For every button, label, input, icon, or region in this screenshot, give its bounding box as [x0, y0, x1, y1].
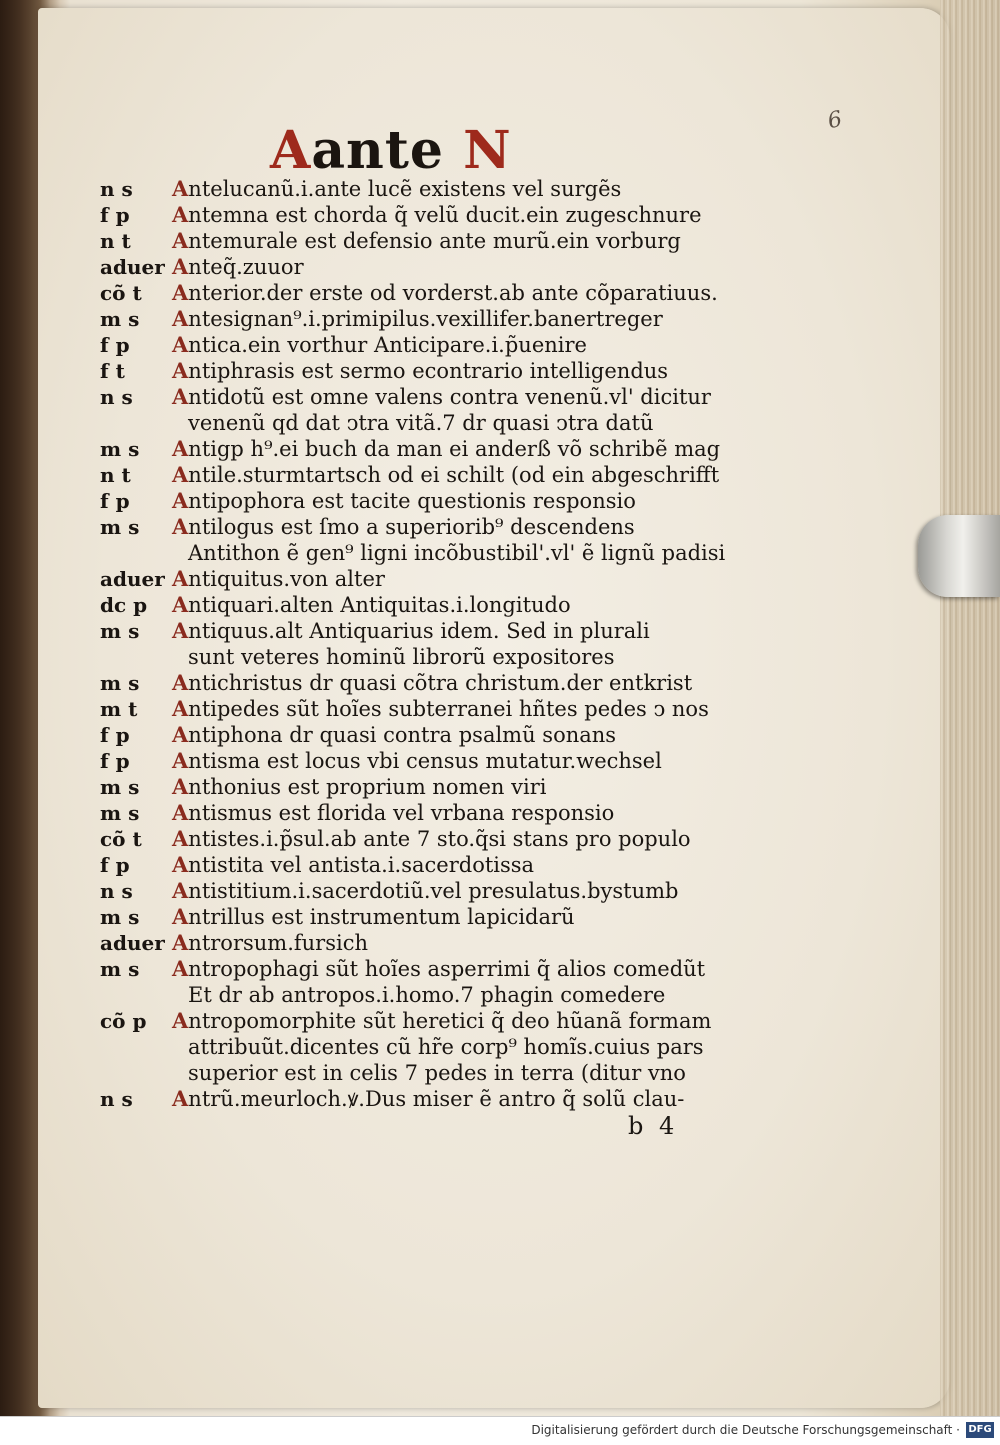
entry-body: ntemna est chorda q̃ velũ ducit.ein zugeschnure: [188, 203, 702, 227]
entry-body: ntismus est florida vel vrbana responsio: [188, 801, 615, 825]
grammar-code: cõ t: [100, 281, 142, 305]
entry-text: [172, 748, 662, 774]
rubric-initial: A: [172, 878, 189, 903]
entry-text: [172, 254, 304, 280]
grammar-code: n t: [100, 463, 131, 487]
entry-text: [188, 1034, 704, 1060]
entry-text: [172, 280, 718, 306]
entry-row: [100, 800, 720, 826]
entry-text: [172, 1008, 711, 1034]
entry-body: ntemurale est defensio ante murũ.ein vorburg: [188, 229, 681, 253]
entry-row: [100, 644, 720, 670]
entry-text: [172, 306, 663, 332]
entry-body: ntica.ein vorthur Anticipare.i.p̃uenire: [188, 333, 587, 357]
grammar-code: m s: [100, 307, 140, 331]
entry-body: ntesignan⁹.i.primipilus.vexillifer.banertreger: [188, 307, 663, 331]
rubric-initial: A: [172, 1008, 189, 1033]
grammar-code: m s: [100, 905, 140, 929]
grammar-code: f p: [100, 489, 130, 513]
rubric-initial: A: [172, 358, 189, 383]
grammar-code: aduer: [100, 931, 165, 955]
entry-body: ntiquitus.von alter: [188, 567, 385, 591]
entry-row: [100, 696, 720, 722]
entry-row: [100, 436, 720, 462]
footer-credit: Digitalisierung gefördert durch die Deutsche Forschungsgemeinschaft ·: [531, 1423, 960, 1437]
entry-row: [100, 904, 720, 930]
entry-text: [172, 566, 385, 592]
entry-body: ntrũ.meurloch.ꝟ.Dus miser ẽ antro q̃ solũ clau-: [188, 1087, 685, 1111]
entry-text: [172, 956, 705, 982]
entry-text: [172, 332, 587, 358]
entry-text: [188, 982, 665, 1008]
entry-text: [172, 384, 711, 410]
entry-body: ntropophagi sũt hoĩes asperrimi q̃ alios comedũt: [188, 957, 706, 981]
entry-row: [100, 280, 720, 306]
rubric-initial: A: [172, 618, 189, 643]
grammar-code: cõ t: [100, 827, 142, 851]
entry-text: [172, 202, 702, 228]
rubric-initial: A: [172, 956, 189, 981]
grammar-code: f p: [100, 853, 130, 877]
entry-body: ntiquus.alt Antiquarius idem. Sed in plurali: [188, 619, 650, 643]
dfg-logo: DFG: [966, 1422, 994, 1438]
entry-body: sunt veteres hominũ librorũ expositores: [188, 645, 615, 669]
entry-body: ntiphona dr quasi contra psalmũ sonans: [188, 723, 617, 747]
grammar-code: n s: [100, 879, 133, 903]
rubric-initial: A: [172, 800, 189, 825]
grammar-code: n s: [100, 1087, 133, 1111]
entry-row: [100, 670, 720, 696]
grammar-code: cõ p: [100, 1009, 147, 1033]
entry-text: [172, 722, 616, 748]
entry-row: [100, 826, 720, 852]
grammar-code: dc p: [100, 593, 148, 617]
grammar-code: m s: [100, 957, 140, 981]
grammar-code: f p: [100, 203, 130, 227]
entry-text: [172, 826, 691, 852]
entry-body: superior est in celis 7 pedes in terra (ditur vno: [188, 1061, 686, 1085]
entry-row: [100, 748, 720, 774]
entry-text: [172, 592, 571, 618]
grammar-code: m t: [100, 697, 138, 721]
entry-text: [172, 514, 635, 540]
entry-text: [188, 1060, 686, 1086]
entry-row: [100, 514, 720, 540]
entry-body: attribuũt.dicentes cũ hr̃e corp⁹ homĩs.cuius pars: [188, 1035, 704, 1059]
rubric-initial: A: [172, 566, 189, 591]
grammar-code: n s: [100, 385, 133, 409]
grammar-code: n t: [100, 229, 131, 253]
entry-body: ntile.sturmtartsch od ei schilt (od ein abgeschrifft: [188, 463, 720, 487]
heading-initial: A: [270, 120, 312, 181]
entry-body: ntiphrasis est sermo econtrario intelligendus: [188, 359, 669, 383]
entry-row: [100, 254, 720, 280]
entry-text: [172, 930, 368, 956]
rubric-initial: A: [172, 202, 189, 227]
rubric-initial: A: [172, 306, 189, 331]
entry-body: ntrorsum.fursich: [188, 931, 368, 955]
rubric-initial: A: [172, 384, 189, 409]
entry-text: [172, 228, 681, 254]
heading-word: ante: [311, 120, 464, 181]
entry-text: [172, 878, 679, 904]
entry-body: ntropomorphite sũt heretici q̃ deo hũanã formam: [188, 1009, 712, 1033]
grammar-code: aduer: [100, 255, 165, 279]
rubric-initial: A: [172, 722, 189, 747]
rubric-initial: A: [172, 696, 189, 721]
entry-body: venenũ qd dat ↄtra vitã.7 dr quasi ↄtra datũ: [188, 411, 654, 435]
rubric-initial: A: [172, 930, 189, 955]
entry-body: ntidotũ est omne valens contra venenũ.vl' dicitur: [188, 385, 711, 409]
entry-body: ntistita vel antista.i.sacerdotissa: [188, 853, 535, 877]
entry-row: [100, 462, 720, 488]
grammar-code: f p: [100, 749, 130, 773]
entry-body: Antithon ẽ gen⁹ ligni incõbustibil'.vl' ẽ lignũ padisi: [188, 541, 726, 565]
entry-text: [172, 904, 575, 930]
grammar-code: n s: [100, 177, 133, 201]
entry-text: [172, 670, 692, 696]
rubric-initial: A: [172, 826, 189, 851]
rubric-initial: A: [172, 436, 189, 461]
grammar-code: aduer: [100, 567, 165, 591]
entry-row: [100, 956, 720, 982]
entry-row: [100, 540, 726, 566]
rubric-initial: A: [172, 748, 189, 773]
entry-row: [100, 410, 720, 436]
entry-row: [100, 618, 720, 644]
entry-row: [100, 722, 720, 748]
grammar-code: m s: [100, 437, 140, 461]
entry-body: ntrillus est instrumentum lapicidarũ: [188, 905, 575, 929]
entry-body: ntiquari.alten Antiquitas.i.longitudo: [188, 593, 571, 617]
grammar-code: m s: [100, 671, 140, 695]
entry-body: ntichristus dr quasi cõtra christum.der entkrist: [188, 671, 693, 695]
heading-final: N: [463, 120, 512, 181]
entry-text: [188, 410, 653, 436]
metal-clasp: [918, 515, 1000, 597]
entry-text: [172, 696, 709, 722]
entry-text: [172, 462, 719, 488]
footer-bar: [0, 1416, 1000, 1445]
rubric-initial: A: [172, 176, 189, 201]
signature-mark: b 4: [628, 1112, 679, 1140]
page-edges: [940, 0, 1000, 1416]
entry-text: [172, 488, 636, 514]
entry-body: ntistes.i.p̃sul.ab ante 7 sto.q̃si stans pro populo: [188, 827, 691, 851]
rubric-initial: A: [172, 462, 189, 487]
entry-row: [100, 930, 720, 956]
entry-text: [172, 800, 614, 826]
entry-row: [100, 566, 720, 592]
entry-row: [100, 878, 720, 904]
grammar-code: f t: [100, 359, 125, 383]
rubric-initial: A: [172, 488, 189, 513]
entry-row: [100, 202, 720, 228]
entry-body: ntipophora est tacite questionis responsio: [188, 489, 636, 513]
grammar-code: f p: [100, 333, 130, 357]
entry-body: ntistitium.i.sacerdotiũ.vel presulatus.bystumb: [188, 879, 679, 903]
entry-row: [100, 228, 720, 254]
rubric-initial: A: [172, 228, 189, 253]
entry-text: [188, 644, 615, 670]
entry-body: ntipedes sũt hoĩes subterranei hñtes pedes ↄ nos: [188, 697, 709, 721]
entry-row: [100, 1034, 720, 1060]
entry-text: [188, 540, 725, 566]
entry-row: [100, 176, 720, 202]
rubric-initial: A: [172, 670, 189, 695]
entry-body: ntisma est locus vbi census mutatur.wechsel: [188, 749, 662, 773]
entry-text: [172, 176, 621, 202]
entry-row: [100, 488, 720, 514]
entry-row: [100, 384, 720, 410]
entry-row: [100, 1086, 720, 1112]
entry-body: Et dr ab antropos.i.homo.7 phagin comedere: [188, 983, 666, 1007]
entry-row: [100, 852, 720, 878]
page-heading: [270, 120, 512, 181]
entry-text: [172, 358, 668, 384]
rubric-initial: A: [172, 332, 189, 357]
grammar-code: m s: [100, 801, 140, 825]
entry-body: nterior.der erste od vorderst.ab ante cõparatiuus.: [188, 281, 718, 305]
entry-row: [100, 774, 720, 800]
grammar-code: m s: [100, 619, 140, 643]
rubric-initial: A: [172, 904, 189, 929]
entry-text: [172, 774, 546, 800]
entry-body: nteq̃.zuuor: [188, 255, 304, 279]
rubric-initial: A: [172, 1086, 189, 1111]
entry-row: [100, 592, 720, 618]
rubric-initial: A: [172, 254, 189, 279]
entry-row: [100, 358, 720, 384]
rubric-initial: A: [172, 592, 189, 617]
entry-row: [100, 1008, 720, 1034]
rubric-initial: A: [172, 774, 189, 799]
grammar-code: f p: [100, 723, 130, 747]
entry-text: [172, 852, 534, 878]
entry-text: [172, 436, 720, 462]
rubric-initial: A: [172, 514, 189, 539]
entry-body: ntelucanũ.i.ante lucẽ existens vel surgẽs: [188, 177, 622, 201]
entry-text: [172, 618, 650, 644]
entry-body: nthonius est proprium nomen viri: [188, 775, 547, 799]
dictionary-entries: [100, 176, 726, 1112]
grammar-code: m s: [100, 515, 140, 539]
margin-note: 6: [825, 106, 845, 135]
entry-body: ntilogus est ſmo a superiorib⁹ descendens: [188, 515, 635, 539]
entry-row: [100, 332, 720, 358]
rubric-initial: A: [172, 852, 189, 877]
rubric-initial: A: [172, 280, 189, 305]
entry-text: [172, 1086, 684, 1112]
entry-row: [100, 1060, 720, 1086]
entry-row: [100, 306, 720, 332]
grammar-code: m s: [100, 775, 140, 799]
entry-row: [100, 982, 720, 1008]
entry-body: ntigp h⁹.ei buch da man ei anderß võ schribẽ mag: [188, 437, 721, 461]
